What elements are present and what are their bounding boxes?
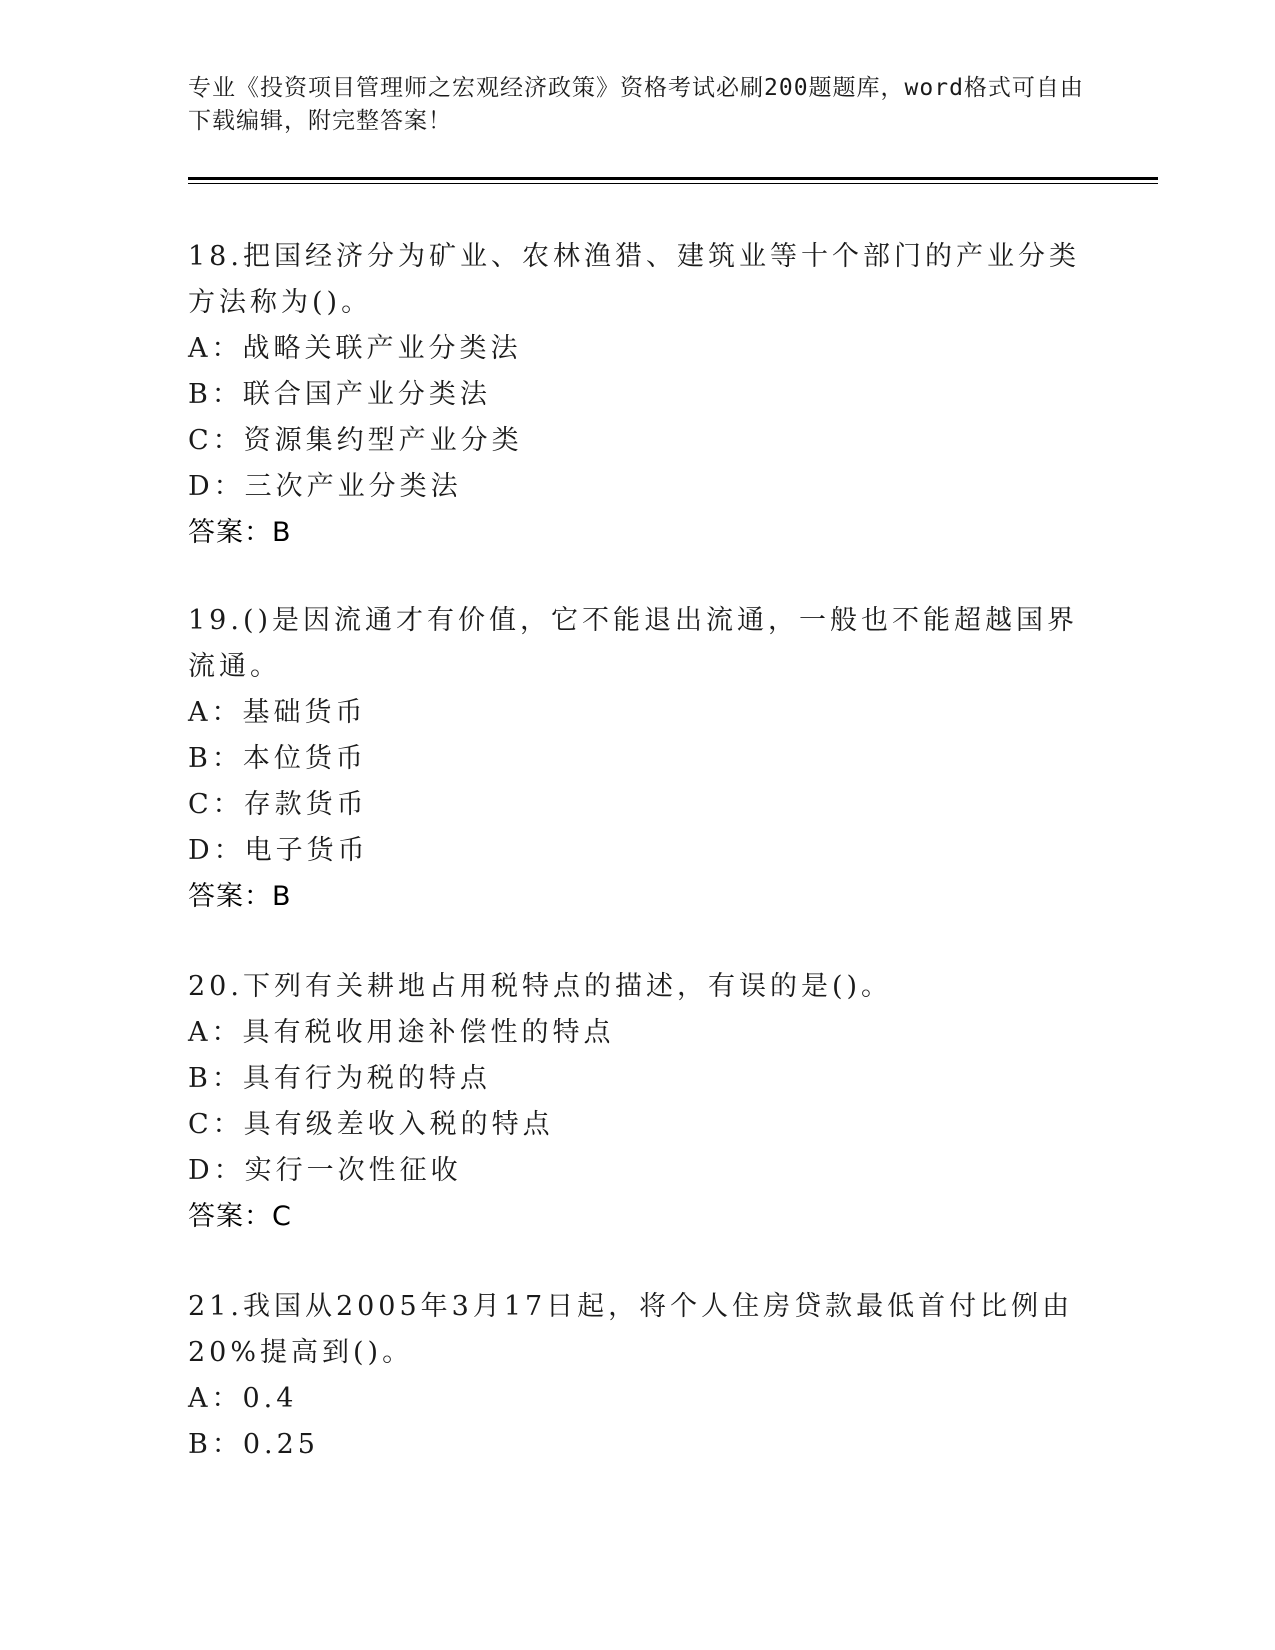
question-stem: 21.我国从2005年3月17日起，将个人住房贷款最低首付比例由20%提高到()。 (188, 1291, 1074, 1368)
question-stem: 20.下列有关耕地占用税特点的描述，有误的是()。 (188, 971, 893, 1002)
option-c: C：资源集约型产业分类 (188, 425, 523, 456)
question-stem: 19.()是因流通才有价值，它不能退出流通，一般也不能超越国界流通。 (188, 605, 1079, 682)
answer-line: 答案：B (188, 881, 292, 912)
answer-line: 答案：B (188, 517, 292, 548)
header-divider-thick (188, 177, 1158, 180)
option-a: A：基础货币 (188, 697, 367, 728)
header-divider-thin (188, 183, 1158, 184)
option-a: A：战略关联产业分类法 (188, 333, 522, 364)
option-c: C：存款货币 (188, 789, 368, 820)
question-21 (188, 1284, 1088, 1468)
question-20 (188, 964, 1088, 1240)
option-b: B：0.25 (188, 1429, 319, 1460)
option-d: D：实行一次性征收 (188, 1155, 462, 1186)
option-b: B：具有行为税的特点 (188, 1063, 491, 1094)
option-d: D：电子货币 (188, 835, 369, 866)
question-18 (188, 234, 1088, 556)
option-a: A：具有税收用途补偿性的特点 (188, 1017, 615, 1048)
option-b: B：本位货币 (188, 743, 367, 774)
option-d: D：三次产业分类法 (188, 471, 462, 502)
option-c: C：具有级差收入税的特点 (188, 1109, 554, 1140)
option-b: B：联合国产业分类法 (188, 379, 491, 410)
option-a: A：0.4 (188, 1383, 298, 1414)
question-19 (188, 598, 1088, 920)
document-header-title: 专业《投资项目管理师之宏观经济政策》资格考试必刷200题题库，word格式可自由下载编辑，附完整答案！ (188, 75, 1084, 134)
question-stem: 18.把国经济分为矿业、农林渔猎、建筑业等十个部门的产业分类方法称为()。 (188, 241, 1080, 318)
answer-line: 答案：C (188, 1201, 292, 1232)
